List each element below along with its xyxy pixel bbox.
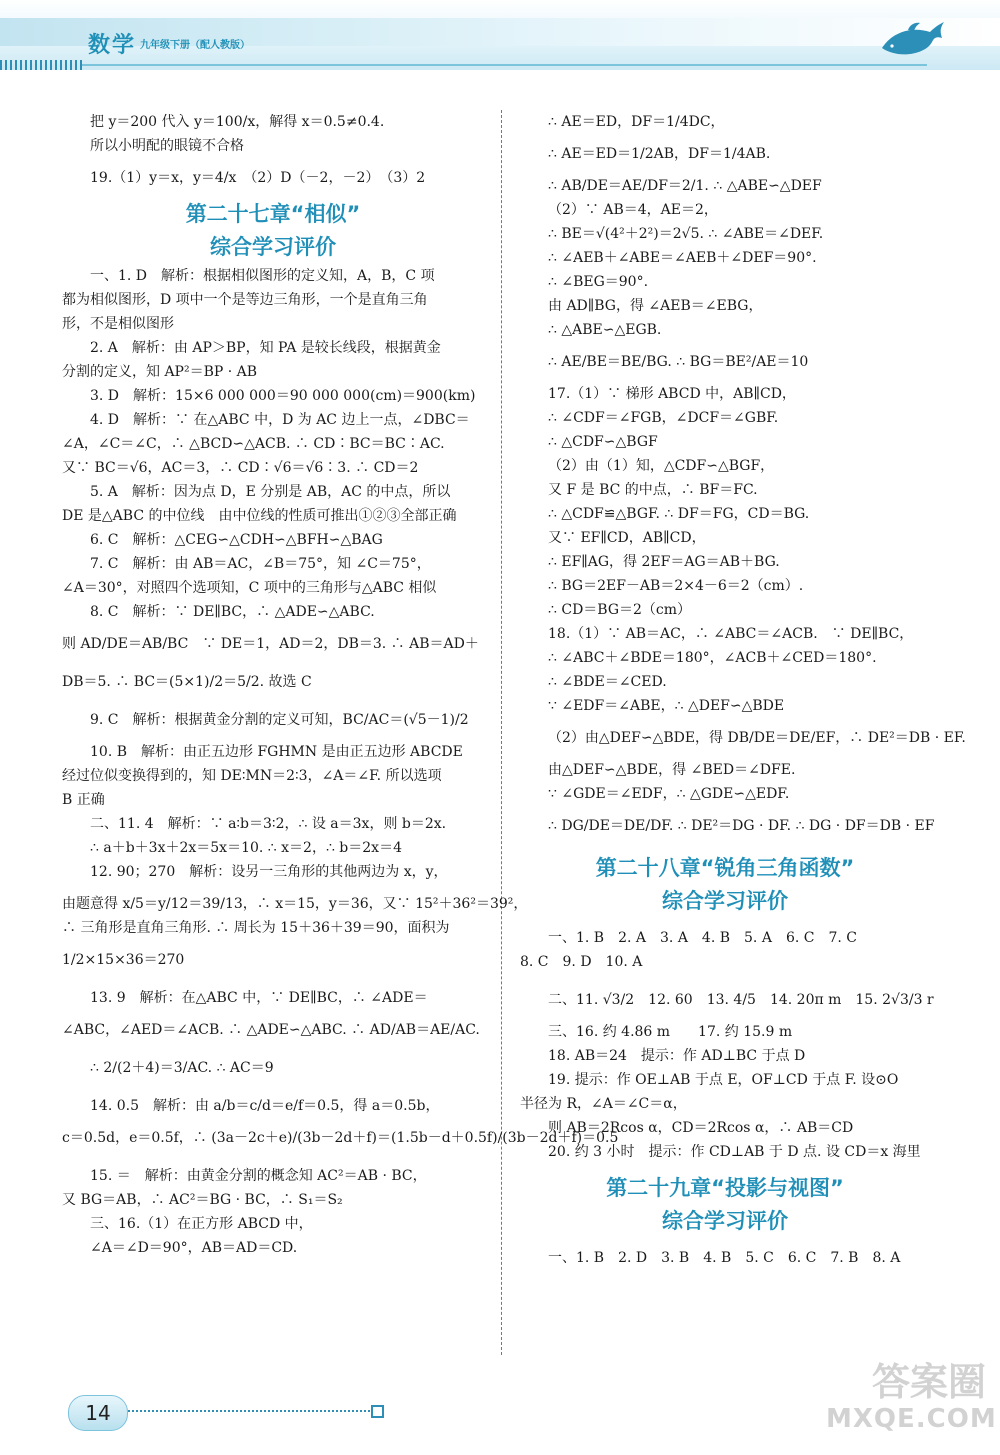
footer-dotted-line <box>128 1410 370 1412</box>
chapter-29-title: 第二十九章“投影与视图” <box>606 1176 844 1200</box>
answer-line: B 正确 <box>62 792 105 808</box>
column-divider <box>501 110 502 1355</box>
answer-line: ∴ △CDF∽△BGF <box>548 434 658 450</box>
answer-line: 二、11. 4 解析：∵ a∶b＝3∶2，∴ 设 a＝3x，则 b＝2x. <box>90 816 447 832</box>
answer-line: 三、16. 约 4.86 m 17. 约 15.9 m <box>548 1024 793 1040</box>
answer-line: 18. AB＝24 提示：作 AD⊥BC 于点 D <box>548 1048 806 1064</box>
answer-line: 二、11. √3/2 12. 60 13. 4/5 14. 20π m 15. 2√3/3 r <box>548 992 934 1008</box>
answer-line: 18.（1）∵ AB＝AC，∴ ∠ABC＝∠ACB. ∵ DE∥BC， <box>548 626 914 642</box>
answer-line: 一、1. B 2. D 3. B 4. B 5. C 6. C 7. B 8. A <box>548 1250 901 1266</box>
answer-line: 19. 提示：作 OE⊥AB 于点 E，OF⊥CD 于点 F. 设⊙O <box>548 1072 899 1088</box>
answer-line: 又 BG＝AB，∴ AC²＝BG · BC，∴ S₁＝S₂ <box>62 1192 343 1208</box>
answer-line: 则 AD/DE＝AB/BC ∵ DE＝1，AD＝2，DB＝3. ∴ AB＝AD＋ <box>62 636 479 652</box>
answer-line: ∴ a＋b＋3x＋2x＝5x＝10. ∴ x＝2，∴ b＝2x＝4 <box>90 840 402 856</box>
answer-line: 所以小明配的眼镜不合格 <box>90 138 244 154</box>
answer-line: 17.（1）∵ 梯形 ABCD 中，AB∥CD， <box>548 386 796 402</box>
chapter-27-subtitle: 综合学习评价 <box>210 235 336 259</box>
footer-square-icon <box>371 1405 384 1418</box>
answer-line: 一、1. B 2. A 3. A 4. B 5. A 6. C 7. C <box>548 930 857 946</box>
answer-line: 又∵ EF∥CD，AB∥CD， <box>548 530 706 546</box>
chapter-27-title: 第二十七章“相似” <box>185 202 361 226</box>
answer-line: DE 是△ABC 的中位线 由中位线的性质可推出①②③全部正确 <box>62 508 457 524</box>
answer-line: ∴ ∠BEG＝90°. <box>548 274 649 290</box>
answer-line: 7. C 解析：由 AB＝AC，∠B＝75°，知 ∠C＝75°， <box>90 556 431 572</box>
answer-line: ∴ CD＝BG＝2（cm） <box>548 602 692 618</box>
answer-line: 三、16.（1）在正方形 ABCD 中， <box>90 1216 313 1232</box>
answer-line: 8. C 解析：∵ DE∥BC，∴ △ADE∽△ABC. <box>90 604 375 620</box>
answer-line: 19.（1）y＝x，y＝4/x （2）D（－2，－2） （3）2 <box>90 170 426 186</box>
answer-line: ∴ ∠AEB＋∠ABE＝∠AEB＋∠DEF＝90°. <box>548 250 817 266</box>
answer-line: ∴ 2/(2＋4)＝3/AC. ∴ AC＝9 <box>90 1060 274 1076</box>
answer-line: ∴ △CDF≌△BGF. ∴ DF＝FG，CD＝BG. <box>548 506 810 522</box>
answer-line: 9. C 解析：根据黄金分割的定义可知，BC/AC＝(√5－1)/2 <box>90 712 469 728</box>
answer-line: 20. 约 3 小时 提示：作 CD⊥AB 于 D 点. 设 CD＝x 海里 <box>548 1144 921 1160</box>
grade-label: 九年级下册（配人教版） <box>140 40 250 51</box>
answer-line: 把 y＝200 代入 y＝100/x，解得 x＝0.5≠0.4. <box>90 114 385 130</box>
answer-line: ∠A，∠C＝∠C，∴ △BCD∽△ACB. ∴ CD∶BC＝BC∶AC. <box>62 436 445 452</box>
answer-line: ∴ EF∥AG，得 2EF＝AG＝AB＋BG. <box>548 554 780 570</box>
answer-line: 则 AB＝2Rcos α，CD＝2Rcos α，∴ AB＝CD <box>548 1120 854 1136</box>
header-stripes <box>0 60 82 70</box>
answer-line: 又 F 是 BC 的中点，∴ BF＝FC. <box>548 482 758 498</box>
answer-line: ∠A＝30°，对照四个选项知，C 项中的三角形与△ABC 相似 <box>62 580 437 596</box>
answer-line: ∴ 三角形是直角三角形. ∴ 周长为 15＋36＋39＝90，面积为 <box>62 920 450 936</box>
chapter-28-title: 第二十八章“锐角三角函数” <box>595 856 855 880</box>
answer-line: 6. C 解析：△CEG∽△CDH∽△BFH∽△BAG <box>90 532 383 548</box>
answer-line: 分割的定义，知 AP²＝BP · AB <box>62 364 258 380</box>
answer-line: 由题意得 x/5＝y/12＝39/13，∴ x＝15，y＝36，又∵ 15²＋36²＝39²， <box>62 896 528 912</box>
answer-line: 2. A 解析：由 AP＞BP，知 PA 是较长线段，根据黄金 <box>90 340 441 356</box>
page-number: 14 <box>68 1395 128 1431</box>
answer-line: ∴ ∠CDF＝∠FGB，∠DCF＝∠GBF. <box>548 410 779 426</box>
answer-line: ∴ AE＝ED，DF＝1/4DC， <box>548 114 725 130</box>
answer-line: 由△DEF∽△BDE，得 ∠BED＝∠DFE. <box>548 762 796 778</box>
answer-line: c＝0.5d，e＝0.5f，∴ (3a－2c＋e)/(3b－2d＋f)＝(1.5b－d＋0.5f)/(3b－2d＋f)＝0.5 <box>62 1130 619 1146</box>
chapter-28-subtitle: 综合学习评价 <box>662 889 788 913</box>
answer-line: 15. ＝ 解析：由黄金分割的概念知 AC²＝AB · BC， <box>90 1168 427 1184</box>
subject-title: 数学 <box>88 33 137 58</box>
answer-line: ∴ BE＝√(4²＋2²)＝2√5. ∴ ∠ABE＝∠DEF. <box>548 226 824 242</box>
answer-line: DB＝5. ∴ BC＝(5×1)/2＝5/2. 故选 C <box>62 674 312 690</box>
answer-line: ∴ ∠BDE＝∠CED. <box>548 674 667 690</box>
answer-line: 3. D 解析：15×6 000 000＝90 000 000(cm)＝900(km) <box>90 388 476 404</box>
answer-line: 10. B 解析：由正五边形 FGHMN 是由正五边形 ABCDE <box>90 744 463 760</box>
answer-line: （2）由△DEF∽△BDE，得 DB/DE＝DE/EF，∴ DE²＝DB · EF. <box>548 730 966 746</box>
answer-line: ∴ DG/DE＝DE/DF. ∴ DE²＝DG · DF. ∴ DG · DF＝DB · EF <box>548 818 935 834</box>
answer-line: 12. 90；270 解析：设另一三角形的其他两边为 x，y， <box>90 864 448 880</box>
answer-line: 由 AD∥BG，得 ∠AEB＝∠EBG， <box>548 298 763 314</box>
answer-line: 13. 9 解析：在△ABC 中，∵ DE∥BC，∴ ∠ADE＝ <box>90 990 428 1006</box>
answer-line: 一、1. D 解析：根据相似图形的定义知，A，B，C 项 <box>90 268 435 284</box>
answer-line: ∴ ∠ABC＋∠BDE＝180°，∠ACB＋∠CED＝180°. <box>548 650 877 666</box>
answer-line: 14. 0.5 解析：由 a/b＝c/d＝e/f＝0.5，得 a＝0.5b， <box>90 1098 440 1114</box>
answer-line: 形，不是相似图形 <box>62 316 174 332</box>
answer-line: ∴ BG＝2EF－AB＝2×4－6＝2（cm）. <box>548 578 804 594</box>
page-header <box>0 0 1000 70</box>
answer-line: 4. D 解析：∵ 在△ABC 中，D 为 AC 边上一点，∠DBC＝ <box>90 412 470 428</box>
answer-line: 经过位似变换得到的，知 DE∶MN＝2∶3，∠A＝∠F. 所以选项 <box>62 768 442 784</box>
watermark-top: 答案圈 <box>871 1360 986 1404</box>
answer-line: ∴ AE＝ED＝1/2AB，DF＝1/4AB. <box>548 146 771 162</box>
watermark-bottom: MXQE.COM <box>826 1404 997 1434</box>
answer-line: ∵ ∠GDE＝∠EDF，∴ △GDE∽△EDF. <box>548 786 790 802</box>
answer-line: 都为相似图形，D 项中一个是等边三角形，一个是直角三角 <box>62 292 428 308</box>
answer-line: 8. C 9. D 10. A <box>520 954 643 970</box>
answer-line: ∴ △ABE∽△EGB. <box>548 322 662 338</box>
answer-line: 半径为 R，∠A＝∠C＝α， <box>520 1096 687 1112</box>
answer-line: 1/2×15×36＝270 <box>62 952 185 968</box>
answer-line: 5. A 解析：因为点 D，E 分别是 AB，AC 的中点，所以 <box>90 484 451 500</box>
header-rule <box>82 64 927 66</box>
answer-line: （2）∵ AB＝4，AE＝2， <box>548 202 718 218</box>
answer-line: ∠A＝∠D＝90°，AB＝AD＝CD. <box>90 1240 298 1256</box>
answer-line: （2）由（1）知，△CDF∽△BGF， <box>548 458 775 474</box>
right-column <box>520 110 966 1270</box>
answer-line: ∴ AE/BE＝BE/BG. ∴ BG＝BE²/AE＝10 <box>548 354 809 370</box>
answer-line: ∠ABC，∠AED＝∠ACB. ∴ △ADE∽△ABC. ∴ AD/AB＝AE/AC. <box>62 1022 480 1038</box>
answer-line: 又∵ BC＝√6，AC＝3，∴ CD∶√6＝√6∶3. ∴ CD＝2 <box>62 460 419 476</box>
watermark <box>826 1360 997 1434</box>
answer-line: ∵ ∠EDF＝∠ABE，∴ △DEF∽△BDE <box>548 698 785 714</box>
dolphin-logo-icon <box>878 18 948 62</box>
chapter-29-subtitle: 综合学习评价 <box>662 1209 788 1233</box>
answer-line: ∴ AB/DE＝AE/DF＝2/1. ∴ △ABE∽△DEF <box>548 178 822 194</box>
